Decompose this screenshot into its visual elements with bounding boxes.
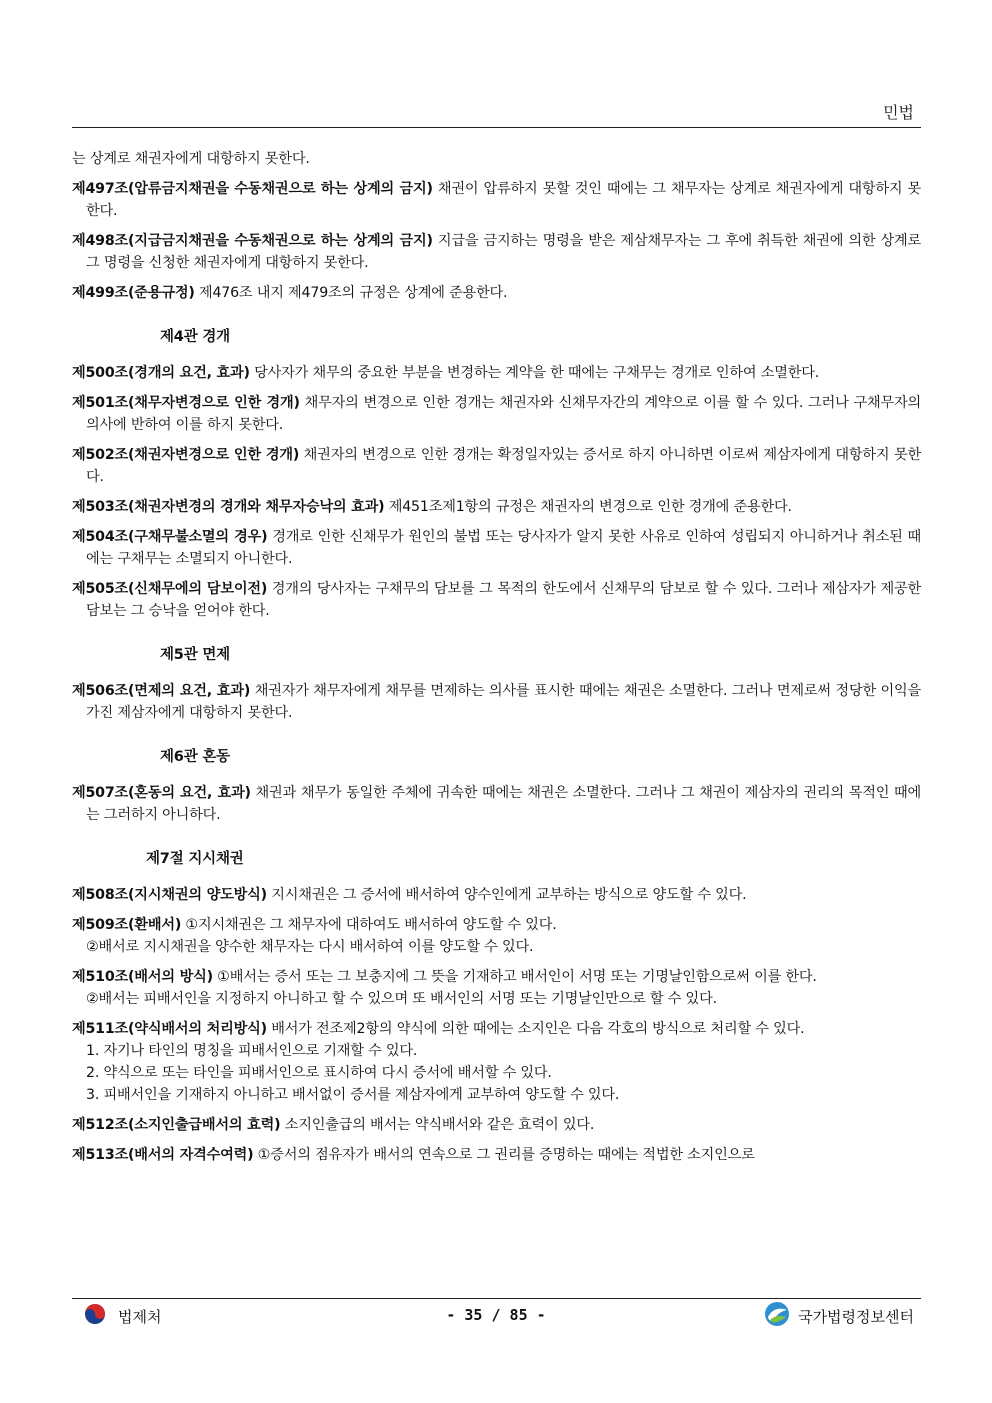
article-505: 제505조(신채무에의 담보이전) 경개의 당사자는 구채무의 담보를 그 목적의 한도에서 신채무의 담보로 할 수 있다. 그러나 제삼자가 제공한 담보는 그 승낙을 얻어야 한다. bbox=[72, 581, 921, 619]
article-501: 제501조(채무자변경으로 인한 경개) 채무자의 변경으로 인한 경개는 채권자와 신채무자간의 계약으로 이를 할 수 있다. 그러나 구채무자의 의사에 반하여 이를 하지 못한다. bbox=[72, 395, 921, 433]
article-508: 제508조(지시채권의 양도방식) 지시채권은 그 증서에 배서하여 양수인에게 교부하는 방식으로 양도할 수 있다. bbox=[72, 887, 747, 903]
article-509: 제509조(환배서) ①지시채권은 그 채무자에 대하여도 배서하여 양도할 수 있다. bbox=[72, 917, 557, 933]
article-510-paragraph-2: ②배서는 피배서인을 지정하지 아니하고 할 수 있으며 또 배서인의 서명 또는 기명날인만으로 할 수 있다. bbox=[86, 991, 717, 1007]
article-511: 제511조(약식배서의 처리방식) 배서가 전조제2항의 약식에 의한 때에는 소지인은 다음 각호의 방식으로 처리할 수 있다. bbox=[72, 1021, 805, 1037]
article-502: 제502조(채권자변경으로 인한 경개) 채권자의 변경으로 인한 경개는 확정일자있는 증서로 하지 아니하면 이로써 제삼자에게 대항하지 못한다. bbox=[72, 447, 921, 485]
article-503: 제503조(채권자변경의 경개와 채무자승낙의 효과) 제451조제1항의 규정은 채권자의 변경으로 인한 경개에 준용한다. bbox=[72, 499, 792, 515]
section-heading-4: 제4관 경개 bbox=[160, 329, 230, 345]
article-512: 제512조(소지인출급배서의 효력) 소지인출급의 배서는 약식배서와 같은 효력이 있다. bbox=[72, 1117, 595, 1133]
article-513: 제513조(배서의 자격수여력) ①증서의 점유자가 배서의 연속으로 그 권리를 증명하는 때에는 적법한 소지인으로 bbox=[72, 1147, 755, 1163]
continuation-paragraph: 는 상계로 채권자에게 대항하지 못한다. bbox=[72, 151, 310, 167]
footer-right bbox=[764, 1302, 914, 1330]
footer-org-label: 법제처 bbox=[118, 1307, 162, 1326]
chapter-heading-7: 제7절 지시채권 bbox=[146, 851, 244, 867]
article-511-item-1: 1. 자기나 타인의 명칭을 피배서인으로 기재할 수 있다. bbox=[86, 1043, 418, 1059]
header-rule bbox=[72, 127, 921, 128]
article-500: 제500조(경개의 요건, 효과) 당사자가 채무의 중요한 부분을 변경하는 계약을 한 때에는 구채무는 경개로 인하여 소멸한다. bbox=[72, 365, 820, 381]
document-body bbox=[72, 148, 921, 1174]
article-504: 제504조(구채무불소멸의 경우) 경개로 인한 신채무가 원인의 불법 또는 당사자가 알지 못한 사유로 인하여 성립되지 아니하거나 취소된 때에는 구채무는 소멸되지 아니한다. bbox=[72, 529, 921, 567]
footer-rule bbox=[72, 1298, 921, 1299]
page-number: - 35 / 85 - bbox=[446, 1306, 546, 1324]
globe-logo-icon bbox=[764, 1301, 790, 1331]
article-510: 제510조(배서의 방식) ①배서는 증서 또는 그 보충지에 그 뜻을 기재하고 배서인이 서명 또는 기명날인함으로써 이를 한다. bbox=[72, 969, 817, 985]
article-498: 제498조(지급금지채권을 수동채권으로 하는 상계의 금지) 지급을 금지하는 명령을 받은 제삼채무자는 그 후에 취득한 채권에 의한 상계로 그 명령을 신청한 채권자에게 대항하지 못한다. bbox=[72, 233, 921, 271]
article-511-item-3: 3. 피배서인을 기재하지 아니하고 배서없이 증서를 제삼자에게 교부하여 양도할 수 있다. bbox=[86, 1087, 620, 1103]
section-heading-5: 제5관 면제 bbox=[160, 647, 230, 663]
article-509-paragraph-2: ②배서로 지시채권을 양수한 채무자는 다시 배서하여 이를 양도할 수 있다. bbox=[86, 939, 534, 955]
page-header-title: 민법 bbox=[883, 103, 914, 122]
article-506: 제506조(면제의 요건, 효과) 채권자가 채무자에게 채무를 면제하는 의사를 표시한 때에는 채권은 소멸한다. 그러나 면제로써 정당한 이익을 가진 제삼자에게 대항하지 못한다. bbox=[72, 683, 921, 721]
footer-center-label: 국가법령정보센터 bbox=[798, 1307, 914, 1326]
article-511-item-2: 2. 약식으로 또는 타인을 피배서인으로 표시하여 다시 증서에 배서할 수 있다. bbox=[86, 1065, 552, 1081]
article-499: 제499조(준용규정) 제476조 내지 제479조의 규정은 상계에 준용한다. bbox=[72, 285, 508, 301]
article-507: 제507조(혼동의 요건, 효과) 채권과 채무가 동일한 주체에 귀속한 때에는 채권은 소멸한다. 그러나 그 채권이 제삼자의 권리의 목적인 때에는 그러하지 아니하다. bbox=[72, 785, 921, 823]
section-heading-6: 제6관 혼동 bbox=[160, 749, 230, 765]
article-497: 제497조(압류금지채권을 수동채권으로 하는 상계의 금지) 채권이 압류하지 못할 것인 때에는 그 채무자는 상계로 채권자에게 대항하지 못한다. bbox=[72, 181, 921, 219]
